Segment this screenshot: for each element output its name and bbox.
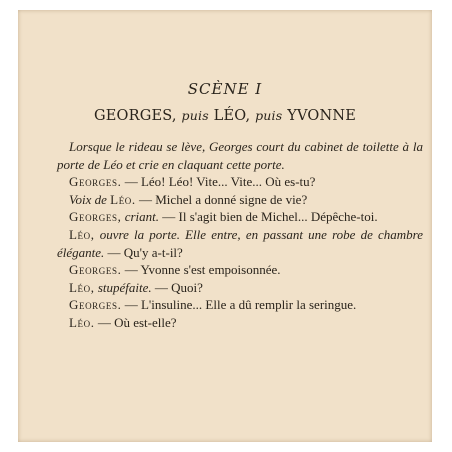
dialogue-line <box>57 173 423 191</box>
book-page <box>18 10 432 442</box>
dialogue-text: — Michel a donné signe de vie? <box>135 191 308 207</box>
speaker-direction: criant. <box>121 209 160 225</box>
dialogue-text: — Yvonne s'est empoisonnée. <box>121 262 281 278</box>
speaker-prefix: Voix de <box>69 191 111 207</box>
dialogue-line <box>57 208 423 226</box>
dialogue-text: — Quoi? <box>151 279 203 295</box>
speaker-name: Georges. <box>69 174 122 190</box>
dialogue-text: — Où est-elle? <box>94 314 177 330</box>
speaker-name: Georges. <box>69 297 122 313</box>
cast-separator: puis <box>255 108 283 123</box>
dialogue-body <box>57 138 423 332</box>
cast-yvonne: YVONNE <box>287 108 357 124</box>
speaker-name: Léo. <box>110 191 136 207</box>
cast-separator: puis <box>181 108 209 123</box>
dialogue-text: — L'insuline... Elle a dû remplir la seringue. <box>121 297 357 313</box>
dialogue-line <box>57 296 423 314</box>
scene-title: SCÈNE I <box>187 80 263 98</box>
speaker-direction: stupéfaite. <box>94 279 152 295</box>
cast-list <box>18 108 432 124</box>
dialogue-line <box>57 314 423 332</box>
dialogue-text: — Qu'y a-t-il? <box>104 244 183 260</box>
speaker-name: Léo, <box>69 226 95 242</box>
dialogue-line <box>57 191 423 209</box>
dialogue-text: — Léo! Léo! Vite... Vite... Où es-tu? <box>121 174 316 190</box>
stage-direction: Lorsque le rideau se lève, Georges court du cabinet de toilette à la porte de Léo et crie en claquant cette porte. <box>57 139 423 172</box>
speaker-name: Georges, <box>69 209 122 225</box>
cast-leo: LÉO, <box>213 108 251 124</box>
dialogue-line <box>57 261 423 279</box>
dialogue-line <box>57 279 423 297</box>
speaker-direction: ouvre la porte. Elle entre, en passant une robe de chambre élégante. <box>57 226 423 260</box>
dialogue-text: — Il s'agit bien de Michel... Dépêche-toi. <box>159 209 378 225</box>
speaker-name: Léo, <box>69 279 95 295</box>
speaker-name: Léo. <box>69 314 95 330</box>
cast-georges: GEORGES, <box>93 108 177 124</box>
dialogue-line <box>57 226 423 261</box>
speaker-name: Georges. <box>69 262 122 278</box>
